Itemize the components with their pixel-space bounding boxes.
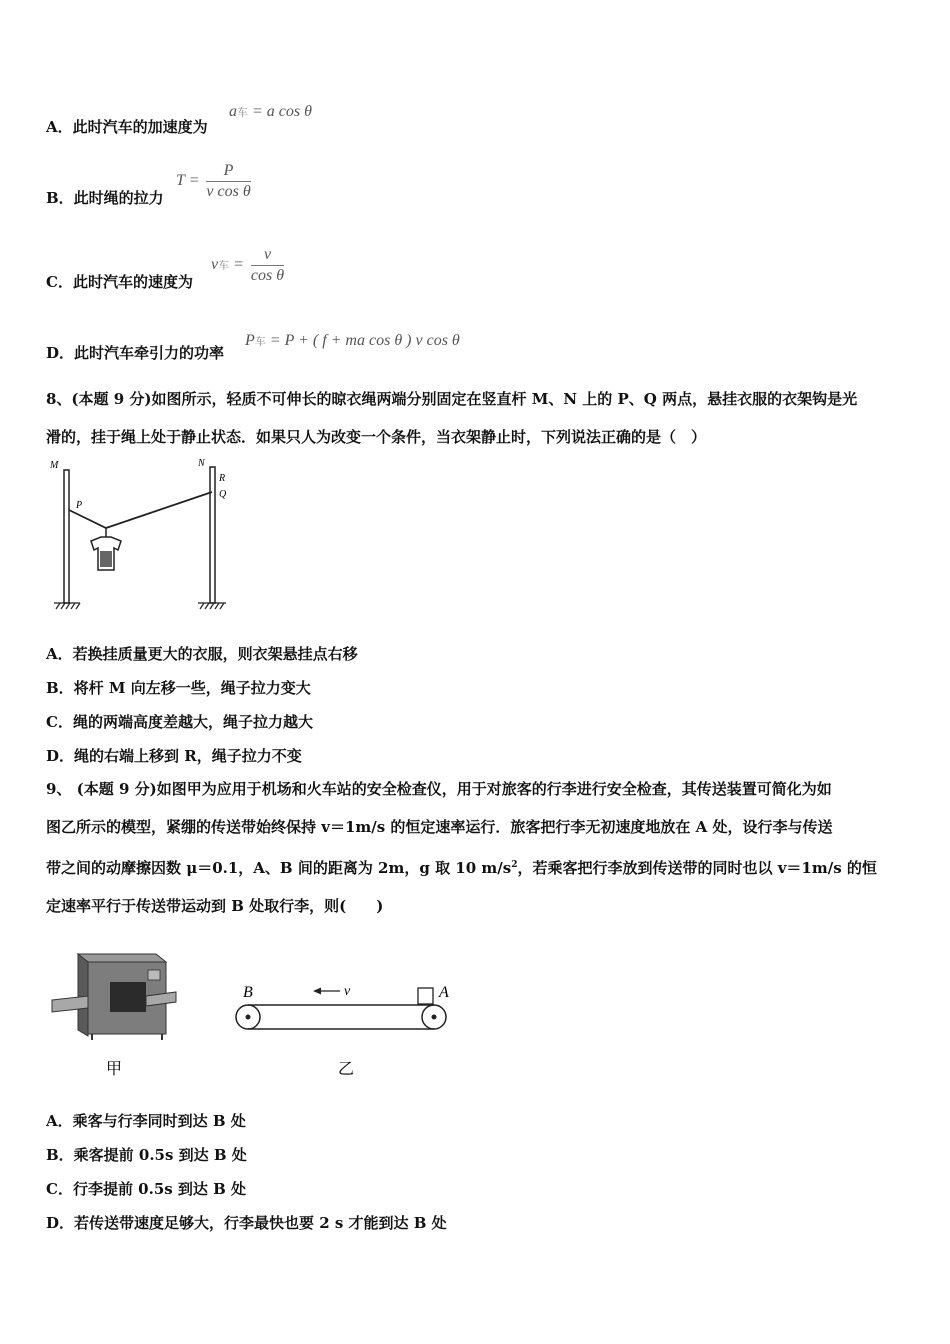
q7-option-c: C．此时汽车的速度为 (46, 273, 193, 291)
label-q: Q (219, 489, 227, 500)
formula-b-fraction (206, 162, 250, 201)
q7-option-b: B．此时绳的拉力 (46, 189, 164, 207)
q9-stem-line2: 图乙所示的模型，紧绷的传送带始终保持 v＝1m/s 的恒定速率运行．旅客把行李无初速度地放在 A 处，设行李与传送 (46, 818, 833, 836)
q9-stem-line3-a: 带之间的动摩擦因数 μ＝0.1，A、B 间的距离为 2m，g 取 10 m/s (46, 859, 512, 877)
formula-a-rhs: = a cos θ (248, 103, 312, 120)
q7-formula-b (176, 162, 251, 201)
formula-c-lhs: v (211, 256, 219, 274)
label-n: N (198, 458, 205, 469)
q8-stem-line1: 8、(本题 9 分)如图所示，轻质不可伸长的晾衣绳两端分别固定在竖直杆 M、N 上的 P、Q 两点，悬挂衣服的衣架钩是光 (46, 390, 858, 408)
formula-d-sub: 车 (254, 336, 266, 348)
q9-stem-line1: 9、 (本题 9 分)如图甲为应用于机场和火车站的安全检查仪，用于对旅客的行李进行安全检查，其传送装置可简化为如 (46, 780, 832, 798)
q9-stem-line4: 定速率平行于传送带运动到 B 处取行李，则( ) (46, 897, 384, 915)
formula-b-lhs: T = (176, 172, 200, 190)
ground-right (198, 603, 226, 609)
q8-option-c: C．绳的两端高度差越大，绳子拉力越大 (46, 713, 313, 731)
velocity-arrowhead (313, 988, 321, 995)
label-v: v (344, 984, 351, 999)
q9-option-a: A．乘客与行李同时到达 B 处 (46, 1112, 246, 1130)
rope (69, 492, 212, 528)
q9-option-d: D．若传送带速度足够大，行李最快也要 2 s 才能到达 B 处 (46, 1214, 447, 1232)
q9-stem-line3-b: ，若乘客把行李放到传送带的同时也以 v＝1m/s 的恒 (517, 859, 877, 877)
q8-stem (46, 380, 908, 456)
q9-stem-line3 (46, 846, 908, 887)
ground-left (54, 603, 80, 609)
formula-d-rhs: = P + ( f + ma cos θ ) v cos θ (265, 332, 460, 349)
caption-yi: 乙 (338, 1061, 355, 1078)
luggage-box (418, 988, 433, 1004)
formula-b-num: P (206, 162, 250, 182)
q8-stem-line2: 滑的，挂于绳上处于静止状态．如果只人为改变一个条件，当衣架静止时，下列说法正确的是（ ） (46, 428, 707, 446)
q8-option-d: D．绳的右端上移到 R，绳子拉力不变 (46, 747, 302, 765)
formula-a-lhs: a (229, 103, 237, 120)
formula-d-lhs: P (245, 332, 255, 349)
pole-m (64, 470, 69, 603)
pole-n (210, 467, 215, 603)
q7-formula-c (211, 246, 284, 285)
q9-option-c: C．行李提前 0.5s 到达 B 处 (46, 1180, 247, 1198)
q9-stem-line3-sup: 2 (511, 860, 518, 870)
scanner-top (78, 954, 166, 962)
conveyor-model-figure (225, 975, 465, 1085)
scanner-panel (148, 970, 160, 980)
label-a: A (439, 984, 449, 1001)
scanner-tunnel (110, 982, 146, 1012)
formula-a-sub: 车 (237, 107, 248, 119)
formula-b-den: v cos θ (206, 183, 251, 200)
label-b: B (243, 984, 253, 1001)
formula-c-fraction (251, 246, 284, 285)
formula-c-den: cos θ (250, 267, 285, 284)
left-pulley-axle (246, 1015, 251, 1020)
q8-option-b: B．将杆 M 向左移一些，绳子拉力变大 (46, 679, 311, 697)
formula-c-sub: 车 (218, 260, 230, 273)
label-m: M (50, 460, 59, 471)
q7-option-d: D．此时汽车牵引力的功率 (46, 344, 225, 362)
clothesline-figure (46, 455, 246, 615)
q9-stem (46, 770, 908, 925)
caption-jia: 甲 (106, 1061, 123, 1078)
label-r: R (219, 473, 226, 484)
q8-option-a: A．若换挂质量更大的衣服，则衣架悬挂点右移 (46, 645, 358, 663)
label-p: P (76, 500, 83, 511)
right-pulley-axle (432, 1015, 437, 1020)
formula-c-eq: = (229, 256, 244, 274)
scanner-body-front (78, 954, 88, 1036)
q7-formula-d (245, 332, 460, 350)
q7-option-a: A．此时汽车的加速度为 (46, 118, 208, 136)
q7-formula-a (229, 103, 312, 121)
q9-option-b: B．乘客提前 0.5s 到达 B 处 (46, 1146, 247, 1164)
scanner-figure (48, 948, 180, 1083)
shirt-pattern (100, 551, 112, 567)
formula-c-num: v (251, 246, 284, 266)
